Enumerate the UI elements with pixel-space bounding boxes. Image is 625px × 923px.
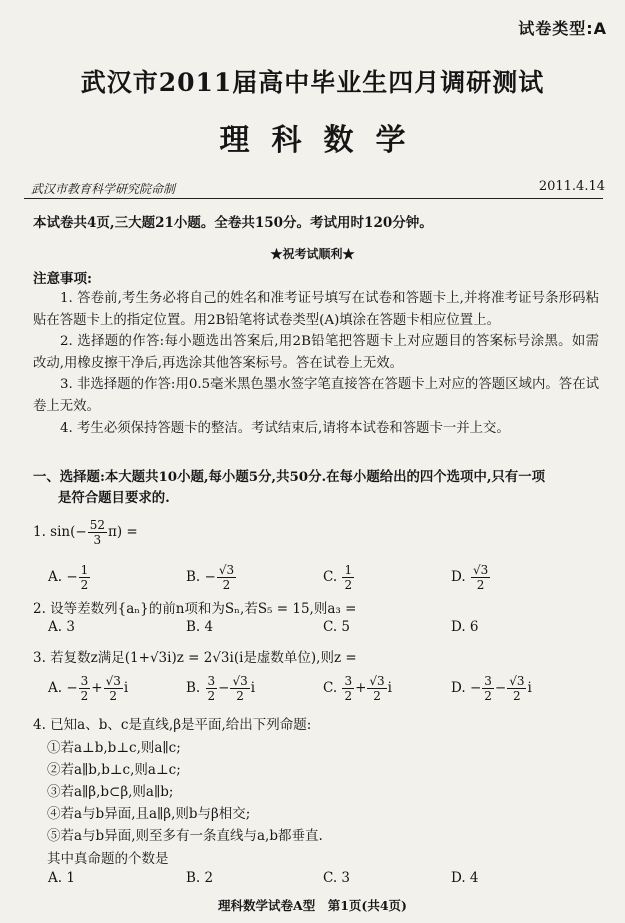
question-3-option: C. $\frac{3}{2}$ + $\frac{√3}{2}$ i <box>323 674 392 703</box>
question-4-proposition: ①若a⊥b,b⊥c,则a∥c; <box>47 740 181 756</box>
notes-heading: 注意事项: <box>33 271 92 287</box>
question-4-option: C. 3 <box>323 870 351 886</box>
question-4-option: D. 4 <box>451 870 479 886</box>
publisher: 武汉市教育科学研究院命制 <box>31 182 176 196</box>
question-1-option: D. $\frac{√3}{2}$ <box>451 563 489 592</box>
question-4-option: A. 1 <box>48 870 75 886</box>
question-2-option: A. 3 <box>48 619 75 635</box>
header-divider <box>24 198 603 199</box>
note-item: 2. 选择题的作答:每小题选出答案后,用2B铅笔把答题卡上对应题目的答案标号涂黑。如需改动,用橡皮擦干净后,再选涂其他答案标号。答在试卷上无效。 <box>33 334 599 371</box>
section-heading-line: 一、选择题:本大题共10小题,每小题5分,共50分.在每小题给出的四个选项中,只有一项 <box>33 469 546 485</box>
question-4-ask: 其中真命题的个数是 <box>47 851 169 867</box>
section-heading <box>33 467 601 509</box>
question-1-option: C. $\frac{1}{2}$ <box>323 563 353 592</box>
question-3-option: A. − $\frac{3}{2}$ + $\frac{√3}{2}$ i <box>48 674 129 703</box>
note-item: 1. 答卷前,考生务必将自己的姓名和准考证号填写在试卷和答题卡上,并将准考证号条形码粘贴在答题卡上的指定位置。用2B铅笔将试卷类型(A)填涂在答题卡相应位置上。 <box>33 291 599 328</box>
question-1-stem: 1. sin(− $\frac{52}{3}$ π) = <box>33 518 138 547</box>
question-4-option: B. 2 <box>186 870 214 886</box>
question-4-proposition: ④若a与b异面,且a∥β,则b与β相交; <box>47 806 251 822</box>
question-4-proposition: ③若a∥β,b⊂β,则a∥b; <box>47 784 174 800</box>
question-4-stem: 4. 已知a、b、c是直线,β是平面,给出下列命题: <box>33 717 312 733</box>
question-1-option: B. − $\frac{√3}{2}$ <box>186 563 235 592</box>
question-3-option: B. $\frac{3}{2}$ − $\frac{√3}{2}$ i <box>186 674 256 703</box>
exam-intro: 本试卷共4页,三大题21小题。全卷共150分。考试用时120分钟。 <box>33 215 433 231</box>
question-2-option: B. 4 <box>186 619 214 635</box>
question-3-option: D. − $\frac{3}{2}$ − $\frac{√3}{2}$ i <box>451 674 532 703</box>
exam-title: 武汉市2011届高中毕业生四月调研测试 <box>80 68 545 97</box>
question-2-option: C. 5 <box>323 619 351 635</box>
subject-title: 理科数学 <box>219 123 428 158</box>
paper-type-label: 试卷类型:A <box>518 19 607 38</box>
question-4-proposition: ⑤若a与b异面,则至多有一条直线与a,b都垂直. <box>47 828 323 844</box>
section-heading-line: 是符合题目要求的. <box>58 490 170 506</box>
note-item: 3. 非选择题的作答:用0.5毫米黑色墨水签字笔直接答在答题卡上对应的答题区域内。答在试卷上无效。 <box>33 377 599 414</box>
fraction: $\frac{52}{3}$ <box>89 518 105 547</box>
note-item: 4. 考生必须保持答题卡的整洁。考试结束后,请将本试卷和答题卡一并上交。 <box>60 421 510 436</box>
exam-date: 2011.4.14 <box>538 179 605 194</box>
question-4-proposition: ②若a∥b,b⊥c,则a⊥c; <box>47 762 181 778</box>
page-footer: 理科数学试卷A型 第1页(共4页) <box>218 898 407 913</box>
question-2-option: D. 6 <box>451 619 479 635</box>
question-2-stem: 2. 设等差数列{aₙ}的前n项和为Sₙ,若S₅ = 15,则a₃ = <box>33 601 357 617</box>
good-luck-banner: ★祝考试顺利★ <box>270 247 355 261</box>
question-3-stem: 3. 若复数z满足(1+√3i)z = 2√3i(i是虚数单位),则z = <box>33 650 357 666</box>
question-1-option: A. − $\frac{1}{2}$ <box>48 563 89 592</box>
